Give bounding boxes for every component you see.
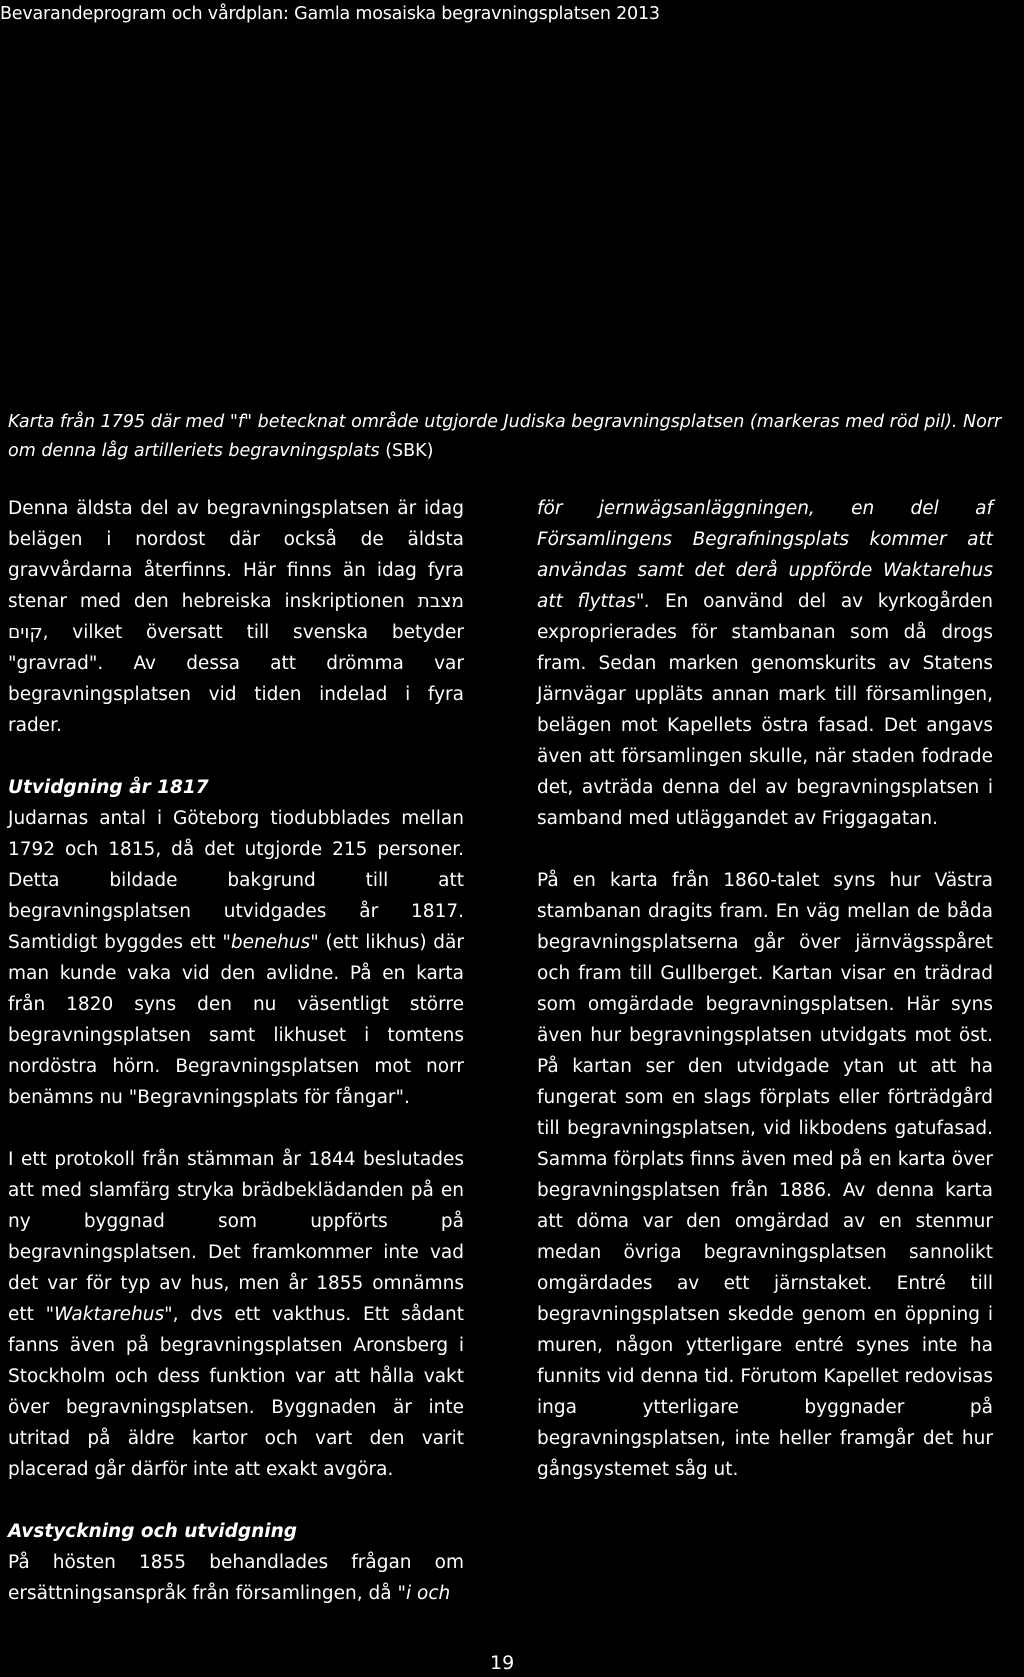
right-column [537, 493, 993, 1485]
p2-emphasis: benehus [230, 932, 311, 953]
left-column [8, 493, 464, 1609]
paragraph-map-1860: På en karta från 1860-talet syns hur Västra stambanan dragits fram. En väg mellan de båda begravningsplatserna går över järnvägsspåret och fram till Gullberget. Kartan visar en trädrad som omgärdade begravningsplatsen. Här syns även hur begravningsplatsen utvidgats mot öst. På kartan ser den utvidgade ytan ut att ha fungerat som en slags förplats eller förträdgård till begravningsplatsen, vid likbodens gatufasad. Samma förplats finns även med på en karta över begravningsplatsen från 1886. Av denna karta att döma var den omgärdad av en stenmur medan övriga begravningsplatsen sannolikt omgärdades av ett järnstaket. Entré till begravningsplatsen skedde genom en öppning i muren, någon ytterligare entré synes inte ha funnits vid denna tid. Förutom Kapellet redovisas inga ytterligare byggnader på begravningsplatsen, inte heller framgår det hur gångsystemet såg ut. [537, 870, 993, 1480]
paragraph-railway-text: En oanvänd del av kyrkogården exproprierades för stambanan som då drogs fram. Sedan marken genomskurits av Statens Järnvägar uppläts annan mark till församlingen, belägen mot Kapellets östra fasad. Det angavs även att församlingen skulle, när staden fodrade det, avträda denna del av begravningsplatsen i samband med utläggandet av Friggagatan. [537, 591, 993, 829]
paragraph-protocol-1844 [8, 1144, 464, 1485]
p3-text-a: I ett protokoll från stämman år 1844 beslutades att med slamfärg stryka brädbeklädanden på en ny byggnad som uppförts på begravningsplatsen. Det framkommer inte vad det var för typ av hus, men år 1855 omnämns ett " [8, 1149, 464, 1325]
page-header: Bevarandeprogram och vårdplan: Gamla mosaiska begravningsplatsen 2013 [0, 4, 660, 24]
quote-railway: för jernwägsanläggningen, en del af Församlingens Begrafningsplats kommer att användas samt det derå uppförde Waktarehus att flyttas". [537, 498, 993, 612]
p2-text-a: Judarnas antal i Göteborg tiodubblades mellan 1792 och 1815, då det utgjorde 215 personer. Detta bildade bakgrund till att begravningsplatsen utvidgades år 1817. Samtidigt byggdes ett " [8, 808, 464, 953]
heading-partition: Avstyckning och utvidgning [8, 1521, 298, 1542]
paragraph-partition [8, 1547, 464, 1609]
p2-text-b: " (ett likhus) där man kunde vaka vid den avlidne. På en karta från 1820 syns den nu väsentligt större begravningsplatsen samt likhuset i tomtens nordöstra hörn. Begravningsplatsen mot norr benämns nu "Begravningsplats för fångar". [8, 932, 464, 1108]
caption-abbr: (SBK) [379, 441, 434, 461]
heading-expansion-1817: Utvidgning år 1817 [8, 777, 209, 798]
p3-text-b: ", dvs ett vakthus. Ett sådant fanns även på begravningsplatsen Aronsberg i Stockholm och dess funktion var att hålla vakt över begravningsplatsen. Byggnaden är inte utritad på äldre kartor och vart den varit placerad går därför inte att exakt avgöra. [8, 1304, 464, 1480]
map-caption [8, 408, 1018, 466]
p4-text-a: På hösten 1855 behandlades frågan om ersättningsanspråk från församlingen, då " [8, 1552, 464, 1604]
p4-emphasis: i och [406, 1583, 451, 1604]
paragraph-expansion-1817 [8, 803, 464, 1113]
paragraph-railway [537, 493, 993, 834]
caption-text: Karta från 1795 där med "f" betecknat område utgjorde Judiska begravningsplatsen (markeras med röd pil). Norr om denna låg artilleriets begravningsplats [8, 412, 1002, 461]
p3-emphasis: Waktarehus [54, 1304, 165, 1325]
paragraph-oldest-part: Denna äldsta del av begravningsplatsen är idag belägen i nordost där också de äldsta gravvårdarna återfinns. Här finns än idag fyra stenar med den hebreiska inskriptionen מצבת קוים, vilket översatt till svenska betyder "gravrad". Av dessa att drömma var begravningsplatsen vid tiden indelad i fyra rader. [8, 498, 464, 736]
page-number: 19 [490, 1652, 515, 1674]
